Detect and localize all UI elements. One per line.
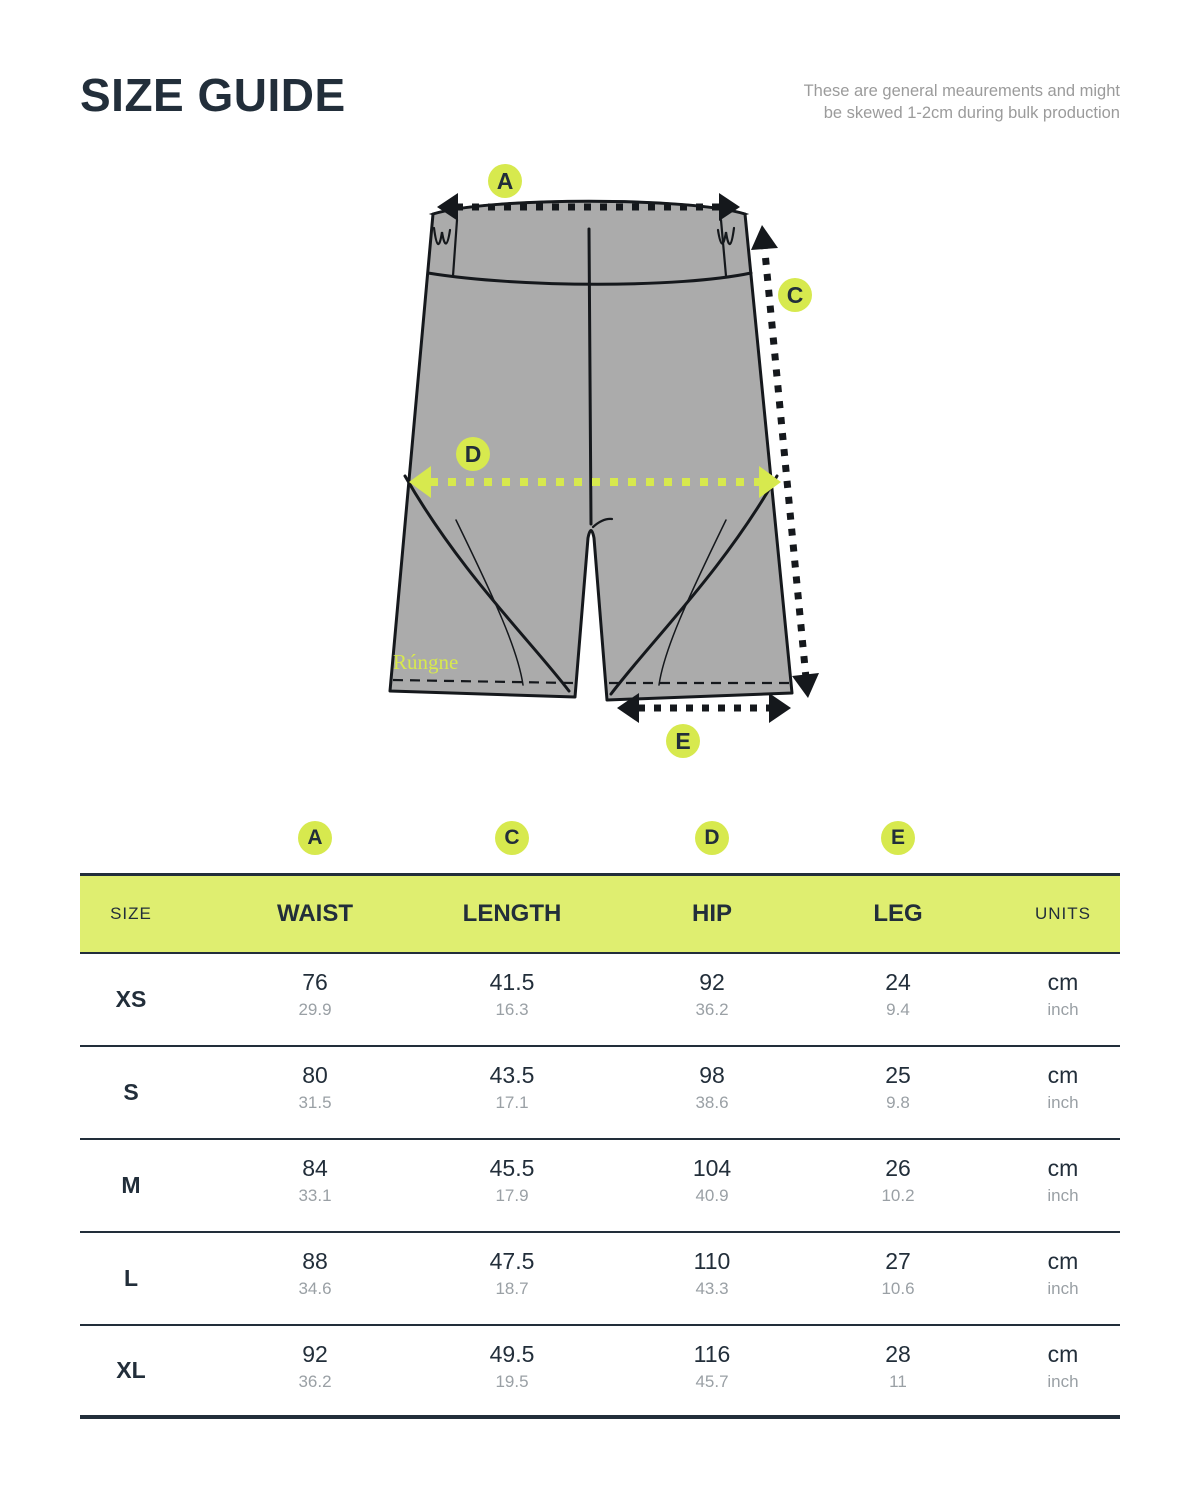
table-row-l — [80, 1233, 1120, 1326]
inch-value: 9.4 — [886, 999, 910, 1019]
diagram-badge-c — [778, 278, 812, 312]
length-cell — [442, 1047, 582, 1112]
hip-cell — [642, 1047, 782, 1112]
hip-cell — [642, 1326, 782, 1391]
inch-unit: inch — [1047, 999, 1079, 1019]
inch-value: 17.9 — [495, 1185, 529, 1205]
production-note — [700, 80, 1120, 124]
hip-cell — [642, 1140, 782, 1205]
cm-value: 116 — [693, 1341, 731, 1367]
brand-logo-text: Rúngne — [393, 650, 459, 674]
diagram-badge-a-label: A — [496, 168, 514, 194]
cm-value: 26 — [885, 1155, 911, 1181]
units-cell — [1003, 1047, 1123, 1112]
cm-unit: cm — [1047, 1155, 1079, 1181]
header-hip: HIP — [691, 900, 732, 927]
leg-cell — [828, 1047, 968, 1112]
waist-cell — [245, 1233, 385, 1298]
inch-value: 10.2 — [881, 1185, 915, 1205]
length-cell — [442, 1140, 582, 1205]
length-cell — [442, 1326, 582, 1391]
cm-value: 76 — [302, 969, 328, 995]
diagram-badge-d-label: D — [464, 441, 482, 467]
cm-value: 88 — [302, 1248, 328, 1274]
inch-value: 29.9 — [298, 999, 332, 1019]
diagram-badge-c-label: C — [786, 282, 804, 308]
length-cell — [442, 1233, 582, 1298]
cm-value: 43.5 — [489, 1062, 535, 1088]
waist-cell — [245, 954, 385, 1019]
diagram-badge-e — [666, 724, 700, 758]
table-header-row — [80, 873, 1120, 954]
cm-value: 110 — [693, 1248, 731, 1274]
inch-value: 18.7 — [495, 1278, 529, 1298]
header-leg: LEG — [873, 900, 923, 927]
cm-unit: cm — [1047, 969, 1079, 995]
cm-value: 45.5 — [489, 1155, 535, 1181]
inch-unit: inch — [1047, 1185, 1079, 1205]
inch-unit: inch — [1047, 1371, 1079, 1391]
cm-value: 47.5 — [489, 1248, 535, 1274]
cm-value: 28 — [885, 1341, 911, 1367]
inch-unit: inch — [1047, 1092, 1079, 1112]
units-cell — [1003, 1140, 1123, 1205]
header-waist: WAIST — [277, 900, 353, 927]
inch-value: 9.8 — [886, 1092, 910, 1112]
header-length: LENGTH — [462, 900, 562, 927]
cm-value: 24 — [885, 969, 911, 995]
column-badge-waist: A — [298, 821, 332, 855]
leg-cell — [828, 1233, 968, 1298]
cm-value: 41.5 — [489, 969, 535, 995]
inch-value: 34.6 — [298, 1278, 332, 1298]
inch-unit: inch — [1047, 1278, 1079, 1298]
column-badge-leg: E — [881, 821, 915, 855]
units-cell — [1003, 954, 1123, 1019]
cm-value: 104 — [692, 1155, 732, 1181]
table-row-m — [80, 1140, 1120, 1233]
inch-value: 36.2 — [298, 1371, 332, 1391]
units-cell — [1003, 1326, 1123, 1391]
inch-value: 17.1 — [495, 1092, 529, 1112]
inch-value: 45.7 — [695, 1371, 729, 1391]
column-badge-length: C — [495, 821, 529, 855]
table-row-xl — [80, 1326, 1120, 1419]
leg-cell — [828, 954, 968, 1019]
size-cell: M — [121, 1172, 141, 1198]
cm-value: 98 — [699, 1062, 725, 1088]
cm-value: 27 — [885, 1248, 911, 1274]
size-cell: S — [123, 1079, 139, 1105]
diagram-badge-e-label: E — [675, 728, 691, 754]
production-note-line-1: These are general meaurements and might — [803, 82, 1120, 100]
cm-value: 25 — [885, 1062, 911, 1088]
cm-value: 92 — [302, 1341, 328, 1367]
length-cell — [442, 954, 582, 1019]
cm-unit: cm — [1047, 1062, 1079, 1088]
page-title: SIZE GUIDE — [80, 69, 346, 121]
table-row-s — [80, 1047, 1120, 1140]
inch-value: 33.1 — [298, 1185, 332, 1205]
inch-value: 19.5 — [495, 1371, 529, 1391]
waist-cell — [245, 1140, 385, 1205]
leg-cell — [828, 1326, 968, 1391]
cm-unit: cm — [1047, 1341, 1079, 1367]
waist-cell — [245, 1047, 385, 1112]
inch-value: 31.5 — [298, 1092, 332, 1112]
inch-value: 38.6 — [695, 1092, 729, 1112]
production-note-line-2: be skewed 1-2cm during bulk production — [823, 104, 1120, 122]
header-units: UNITS — [1035, 904, 1091, 923]
cm-value: 49.5 — [489, 1341, 535, 1367]
inch-value: 43.3 — [695, 1278, 729, 1298]
table-row-xs — [80, 954, 1120, 1047]
inch-value: 16.3 — [495, 999, 529, 1019]
inch-value: 11 — [889, 1371, 907, 1391]
size-cell: XS — [115, 986, 147, 1012]
inch-value: 40.9 — [695, 1185, 729, 1205]
cm-value: 80 — [302, 1062, 328, 1088]
inch-value: 10.6 — [881, 1278, 915, 1298]
units-cell — [1003, 1233, 1123, 1298]
column-badge-hip: D — [695, 821, 729, 855]
size-table — [80, 810, 1120, 1435]
cm-value: 84 — [302, 1155, 328, 1181]
cm-value: 92 — [699, 969, 725, 995]
size-cell: L — [123, 1265, 139, 1291]
hip-cell — [642, 954, 782, 1019]
diagram-badge-d — [456, 437, 490, 471]
center-seam — [589, 229, 591, 524]
cm-unit: cm — [1047, 1248, 1079, 1274]
shorts-diagram — [360, 140, 860, 780]
hip-cell — [642, 1233, 782, 1298]
inch-value: 36.2 — [695, 999, 729, 1019]
size-cell: XL — [116, 1357, 146, 1383]
waist-cell — [245, 1326, 385, 1391]
header-size: SIZE — [110, 904, 152, 923]
leg-cell — [828, 1140, 968, 1205]
diagram-badge-a — [488, 164, 522, 198]
